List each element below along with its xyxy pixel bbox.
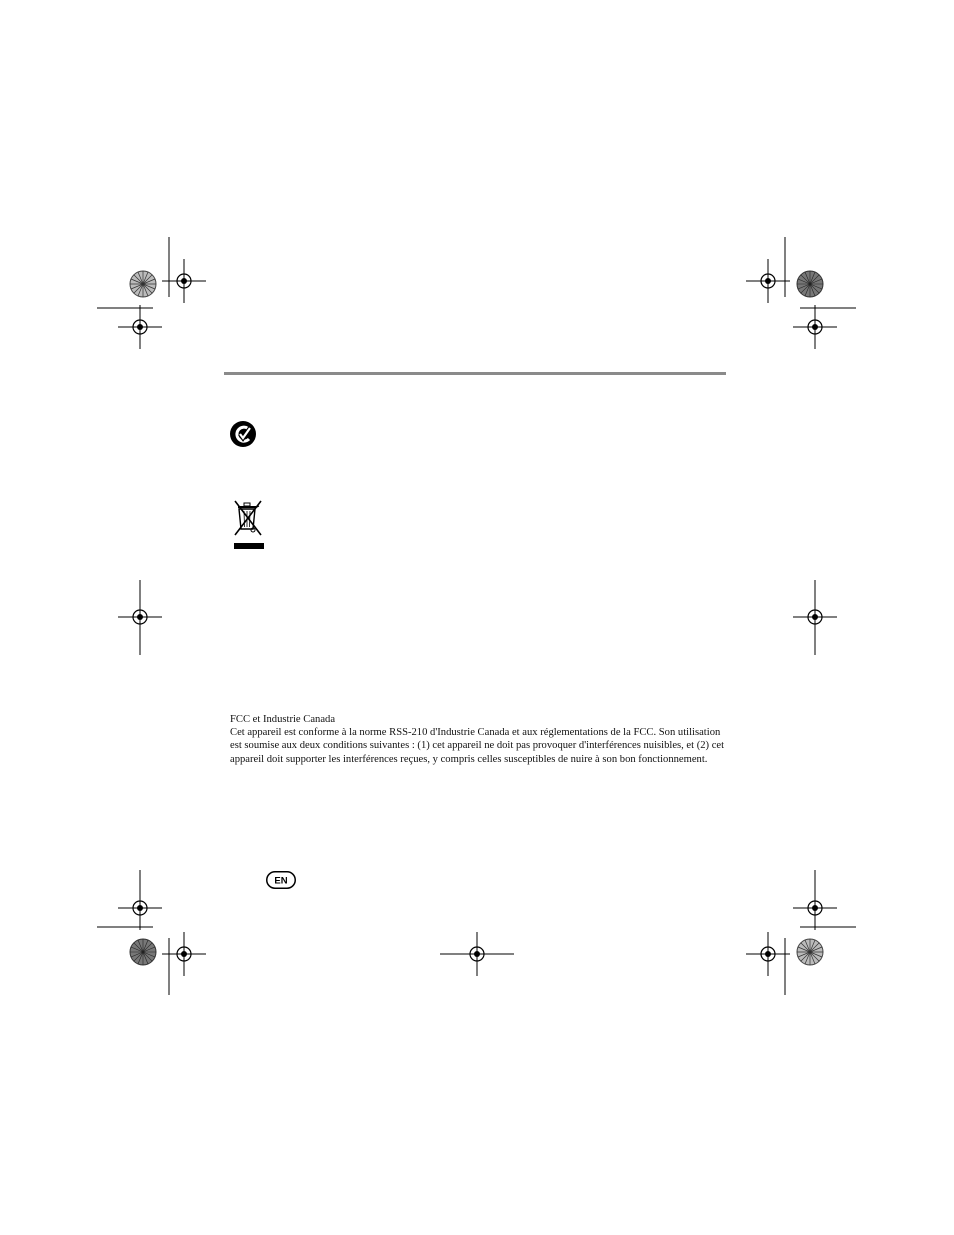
color-target-top-right [797, 271, 823, 297]
registration-mark [793, 305, 837, 349]
color-target-bottom-left [130, 939, 156, 965]
color-target-bottom-right [797, 939, 823, 965]
weee-crossed-bin-icon [228, 497, 268, 551]
fcc-body: Cet appareil est conforme à la norme RSS-210 d'Industrie Canada et aux réglementations de la FCC. Son utilisation est soumise aux deux conditions suivantes : (1) cet appareil ne doit pas provoquer d'interférences nuisibles, et (2) cet appareil doit supporter les interférences reçues, y compris celles susceptibles de nuire à son bon fonctionnement. [230, 727, 725, 765]
color-target-top-left [130, 271, 156, 297]
language-badge-label: EN [274, 875, 288, 887]
language-badge [266, 871, 296, 889]
fcc-title: FCC et Industrie Canada [230, 714, 336, 725]
registration-mark [746, 932, 790, 976]
header-rule [224, 372, 726, 375]
registration-mark [118, 305, 162, 349]
c-tick-icon [229, 420, 257, 448]
registration-mark [746, 259, 790, 303]
fcc-statement [230, 713, 730, 766]
